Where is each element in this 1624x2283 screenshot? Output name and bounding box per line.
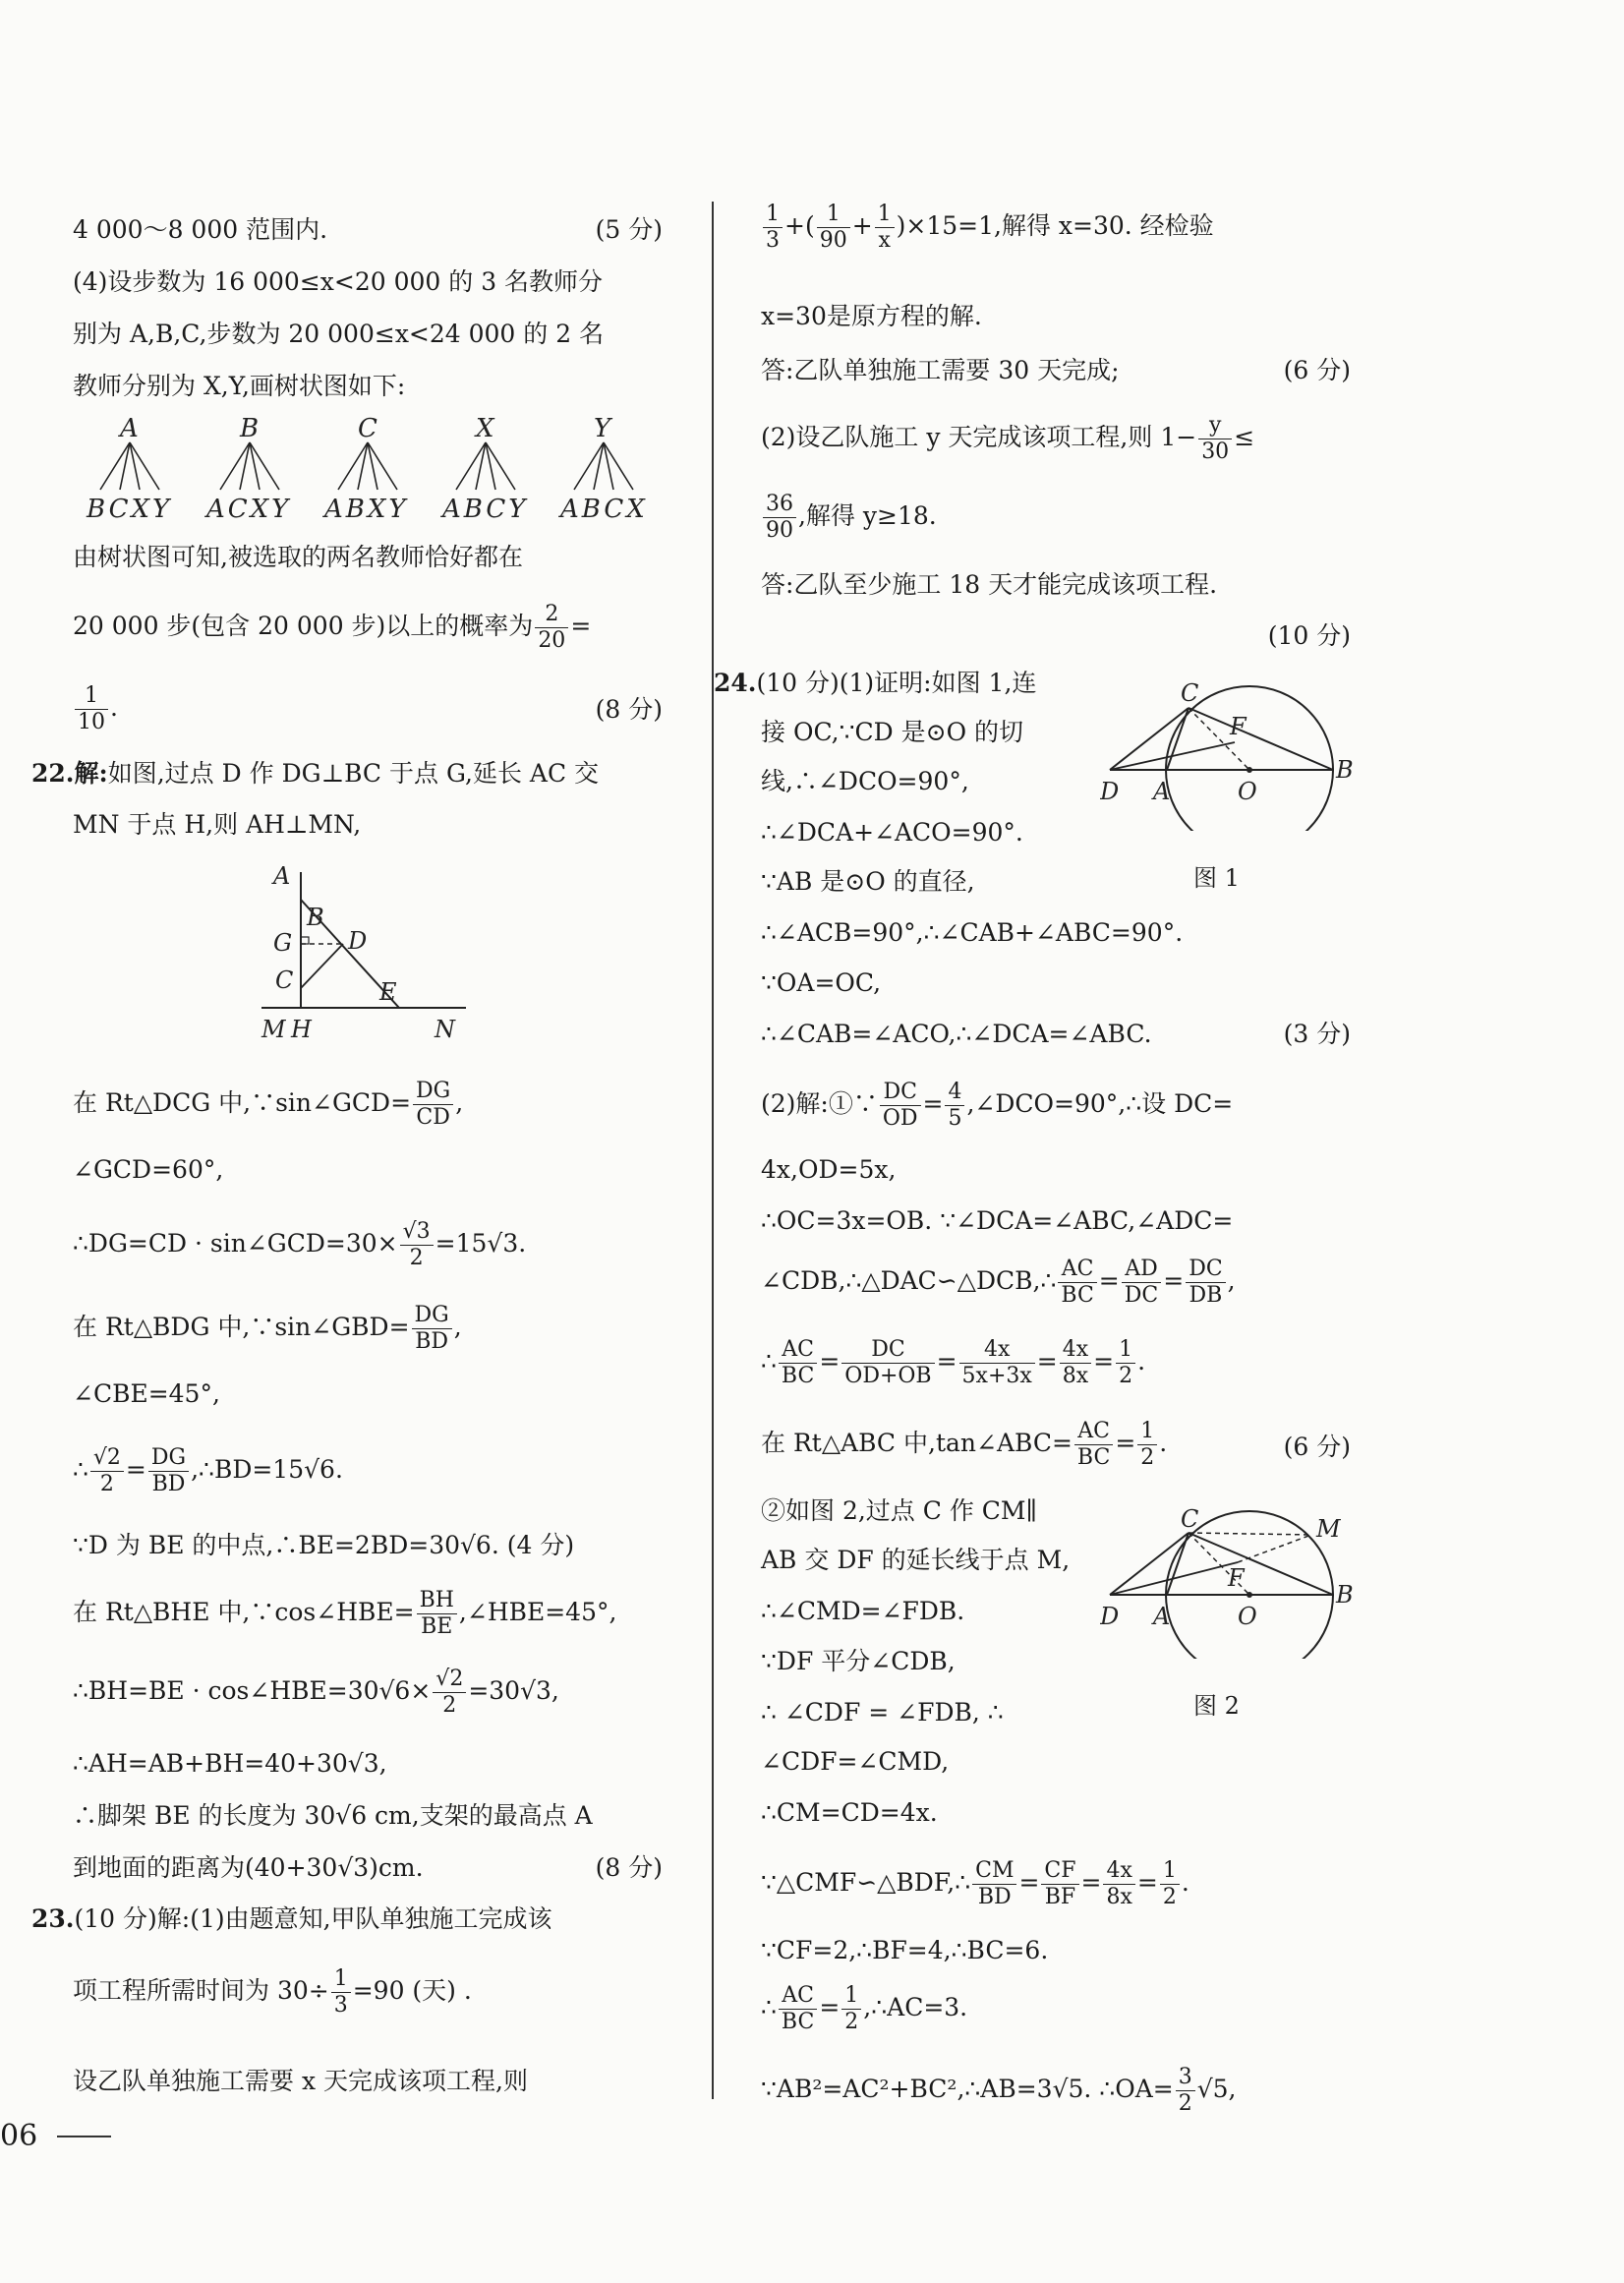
text-line: ∴ ∠CDF = ∠FDB, ∴	[761, 1698, 1004, 1727]
fraction: $\frac{DG}{BD}$	[148, 1445, 189, 1497]
text-line: ∴ $\frac{√2}{2}$ = $\frac{DG}{BD}$ ,∴BD=15√6.	[73, 1445, 343, 1496]
tree-root: Y	[594, 414, 611, 443]
fraction: $\frac{1}{2}$	[1137, 1419, 1157, 1471]
score: (10 分)	[1267, 621, 1351, 650]
fraction: $\frac{2}{20}$	[535, 602, 568, 654]
text-line: ∵CF=2,∴BF=4,∴BC=6.	[761, 1936, 1049, 1964]
text-line: 答:乙队单独施工需要 30 天完成;	[761, 356, 1120, 384]
fraction: $\frac{AC}{BC}$	[1058, 1257, 1096, 1309]
text-line: 20 000 步(包含 20 000 步)以上的概率为 $\frac{2}{20}$ =	[73, 602, 592, 653]
fig-label: G	[273, 929, 293, 957]
fig-label: H	[291, 1016, 312, 1043]
text-line: 项工程所需时间为 30÷ $\frac{1}{3}$ =90 (天) .	[73, 1966, 472, 2018]
fig-label: D	[1100, 778, 1120, 805]
fraction: $\frac{y}{30}$	[1198, 413, 1232, 465]
fig-label: B	[307, 904, 324, 931]
text-line: ∵DF 平分∠CDB,	[761, 1647, 956, 1675]
fraction: $\frac{1}{2}$	[1116, 1337, 1135, 1389]
question-22: 22.解:如图,过点 D 作 DG⊥BC 于点 G,延长 AC 交	[31, 759, 600, 788]
score: (5 分)	[595, 215, 663, 244]
text-line: (2)解:①∵ $\frac{DC}{OD}$ = $\frac{4}{5}$ ,∠DCO=90°,∴设 DC=	[761, 1080, 1234, 1131]
fraction: $\frac{BH}{BE}$	[417, 1588, 457, 1640]
text-line: 线,∴∠DCO=90°,	[761, 767, 969, 795]
tree-root: X	[476, 414, 494, 443]
figure-1-circle	[1100, 664, 1356, 831]
tree-leaves: BCXY	[87, 495, 173, 521]
text-line: 教师分别为 X,Y,画树状图如下:	[73, 372, 406, 400]
fraction: $\frac{4}{5}$	[945, 1080, 964, 1132]
text-line: AB 交 DF 的延长线于点 M,	[761, 1546, 1071, 1574]
tree-leaves: ABXY	[324, 495, 409, 521]
text-line: ∴∠ACB=90°,∴∠CAB+∠ABC=90°.	[761, 918, 1184, 947]
fig-label: O	[1238, 1603, 1257, 1630]
tree-leaves: ABCX	[560, 495, 648, 521]
fig-label: B	[1336, 756, 1354, 784]
fraction: $\frac{3}{2}$	[1176, 2065, 1195, 2117]
text-line: ∴AH=AB+BH=40+30√3,	[73, 1749, 387, 1778]
tree-leaves: ACXY	[206, 495, 292, 521]
column-divider	[712, 202, 714, 2099]
fraction: $\frac{1}{2}$	[841, 1983, 861, 2035]
question-24: 24.(10 分)(1)证明:如图 1,连	[714, 669, 1037, 697]
text-line: ②如图 2,过点 C 作 CM∥	[761, 1496, 1038, 1525]
text-line: 接 OC,∵CD 是⊙O 的切	[761, 718, 1024, 746]
text-line: 在 Rt△DCG 中,∵sin∠GCD= $\frac{DG}{CD}$ ,	[73, 1079, 464, 1130]
fig-label: M	[261, 1016, 286, 1043]
text-line: ∴CM=CD=4x.	[761, 1798, 938, 1827]
text-line: ∵AB 是⊙O 的直径,	[761, 867, 975, 896]
fig-label: A	[1153, 778, 1171, 805]
fraction: $\frac{DG}{CD}$	[413, 1079, 453, 1131]
fig-label: C	[275, 966, 294, 994]
fig-label: E	[379, 978, 397, 1006]
fraction: $\frac{4x}{8x}$	[1103, 1858, 1134, 1910]
fig-label: B	[1336, 1581, 1354, 1609]
figure-caption: 图 1	[1193, 864, 1240, 892]
tree-root: B	[240, 414, 260, 443]
text-line: $\frac{1}{10}$ .	[73, 683, 118, 735]
figure-22-diagram	[260, 860, 554, 1057]
fraction: $\frac{√2}{2}$	[90, 1445, 124, 1497]
fraction: $\frac{AD}{DC}$	[1122, 1257, 1161, 1309]
text-line: 由树状图可知,被选取的两名教师恰好都在	[73, 543, 523, 571]
fraction: $\frac{DC}{OD}$	[880, 1080, 921, 1132]
text-line: ∠CDF=∠CMD,	[761, 1747, 950, 1776]
fraction: $\frac{1}{90}$	[817, 202, 850, 254]
score: (3 分)	[1283, 1020, 1351, 1048]
text-line: ∴∠DCA+∠ACO=90°.	[761, 818, 1023, 847]
fraction: $\frac{AC}{BC}$	[779, 1983, 817, 2035]
tree-diagram	[73, 413, 663, 521]
tree-root: A	[120, 414, 139, 443]
text-line: 别为 A,B,C,步数为 20 000≤x<24 000 的 2 名	[73, 320, 605, 348]
fraction: $\frac{CM}{BD}$	[972, 1858, 1016, 1910]
fraction: $\frac{√2}{2}$	[433, 1667, 466, 1719]
text-line: ∴ $\frac{AC}{BC}$ = $\frac{1}{2}$ ,∴AC=3.	[761, 1983, 968, 2034]
text-line: 设乙队单独施工需要 x 天完成该项工程,则	[73, 2067, 528, 2095]
text-line: ∴∠CMD=∠FDB.	[761, 1597, 965, 1625]
fig-label: C	[1181, 679, 1199, 707]
tree-root: C	[358, 414, 377, 443]
text-line: ∴BH=BE · cos∠HBE=30√6× $\frac{√2}{2}$ =30√3,	[73, 1667, 559, 1718]
text-line: ∴脚架 BE 的长度为 30√6 cm,支架的最高点 A	[73, 1801, 593, 1830]
fig-label: C	[1181, 1505, 1199, 1533]
fraction: $\frac{1}{3}$	[331, 1966, 351, 2019]
text-line: 在 Rt△BDG 中,∵sin∠GBD= $\frac{DG}{BD}$ ,	[73, 1303, 462, 1354]
fraction: $\frac{1}{3}$	[763, 202, 783, 254]
fraction: $\frac{√3}{2}$	[400, 1219, 434, 1271]
score: (8 分)	[595, 1853, 663, 1882]
text-line: ∴DG=CD · sin∠GCD=30× $\frac{√3}{2}$ =15√3.	[73, 1219, 527, 1270]
text-line: 在 Rt△ABC 中,tan∠ABC= $\frac{AC}{BC}$ = $\frac{1}{2}$ .	[761, 1419, 1168, 1470]
text-line: 4x,OD=5x,	[761, 1155, 897, 1184]
text-line: ∠CBE=45°,	[73, 1379, 220, 1408]
fig-label: A	[1153, 1603, 1171, 1630]
fraction: $\frac{1}{x}$	[875, 202, 895, 254]
text-line: ∠CDB,∴△DAC∽△DCB,∴ $\frac{AC}{BC}$ = $\frac{AD}{DC}$ = $\frac{DC}{DB}$ ,	[761, 1257, 1236, 1308]
figure-caption: 图 2	[1193, 1692, 1240, 1720]
text-line: 到地面的距离为(40+30√3)cm.	[73, 1853, 424, 1882]
text-line: (2)设乙队施工 y 天完成该项工程,则 1− $\frac{y}{30}$ ≤	[761, 413, 1255, 464]
page-number-rule	[57, 2136, 111, 2137]
fig-label: A	[273, 862, 291, 890]
score: (6 分)	[1283, 1433, 1351, 1461]
text-line: (4)设步数为 16 000≤x<20 000 的 3 名教师分	[73, 267, 604, 296]
fig-label: D	[348, 927, 368, 955]
text-line: ∴ $\frac{AC}{BC}$ = $\frac{DC}{OD+OB}$ = $\frac{4x}{5x+3x}$ = $\frac{4x}{8x}$ = $\frac{1}{2}$ .	[761, 1337, 1146, 1388]
score: (6 分)	[1283, 356, 1351, 384]
fraction: $\frac{4x}{5x+3x}$	[959, 1337, 1035, 1389]
figure-2-circle	[1100, 1492, 1356, 1659]
text-line: ∵△CMF∽△BDF,∴ $\frac{CM}{BD}$ = $\frac{CF}{BF}$ = $\frac{4x}{8x}$ = $\frac{1}{2}$ .	[761, 1858, 1189, 1909]
fraction: $\frac{4x}{8x}$	[1060, 1337, 1091, 1389]
fraction: $\frac{DC}{OD+OB}$	[841, 1337, 934, 1389]
text-line: 答:乙队至少施工 18 天才能完成该项工程.	[761, 570, 1218, 599]
text-line: MN 于点 H,则 AH⊥MN,	[73, 810, 362, 839]
text-line: ∵OA=OC,	[761, 968, 882, 997]
fraction: $\frac{1}{10}$	[75, 683, 108, 735]
text-line: ∵D 为 BE 的中点,∴BE=2BD=30√6. (4 分)	[73, 1531, 575, 1559]
text-line: 在 Rt△BHE 中,∵cos∠HBE= $\frac{BH}{BE}$ ,∠HBE=45°,	[73, 1588, 617, 1639]
text-line: ∠GCD=60°,	[73, 1155, 224, 1184]
question-23: 23.(10 分)解:(1)由题意知,甲队单独施工完成该	[31, 1904, 552, 1933]
fraction: $\frac{AC}{BC}$	[779, 1337, 817, 1389]
fraction: $\frac{DC}{DB}$	[1186, 1257, 1225, 1309]
text-line: ∴∠CAB=∠ACO,∴∠DCA=∠ABC.	[761, 1020, 1152, 1048]
fig-label: N	[435, 1016, 455, 1043]
score: (8 分)	[595, 695, 663, 724]
fig-label: M	[1316, 1515, 1341, 1543]
fig-label: D	[1100, 1603, 1120, 1630]
fraction: $\frac{1}{2}$	[1160, 1858, 1180, 1910]
text-line: ∵AB²=AC²+BC²,∴AB=3√5. ∴OA= $\frac{3}{2}$ √5,	[761, 2065, 1237, 2116]
fraction: $\frac{AC}{BC}$	[1074, 1419, 1113, 1471]
text-line: $\frac{36}{90}$ ,解得 y≥18.	[761, 492, 937, 544]
fig-label: F	[1228, 1564, 1245, 1592]
fig-label: F	[1230, 713, 1247, 740]
fraction: $\frac{CF}{BF}$	[1041, 1858, 1078, 1910]
text-line: $\frac{1}{3}$ +( $\frac{1}{90}$ + $\frac{1}{x}$ )×15=1,解得 x=30. 经检验	[761, 202, 1214, 254]
text-line: x=30是原方程的解.	[761, 302, 982, 330]
tree-leaves: ABCY	[442, 495, 529, 521]
page-number: 06	[0, 2119, 38, 2153]
fraction: $\frac{36}{90}$	[763, 492, 796, 544]
text-line: 4 000～8 000 范围内.	[73, 215, 328, 244]
fraction: $\frac{DG}{BD}$	[412, 1303, 452, 1355]
fig-label: O	[1238, 778, 1257, 805]
text-line: ∴OC=3x=OB. ∵∠DCA=∠ABC,∠ADC=	[761, 1206, 1234, 1235]
